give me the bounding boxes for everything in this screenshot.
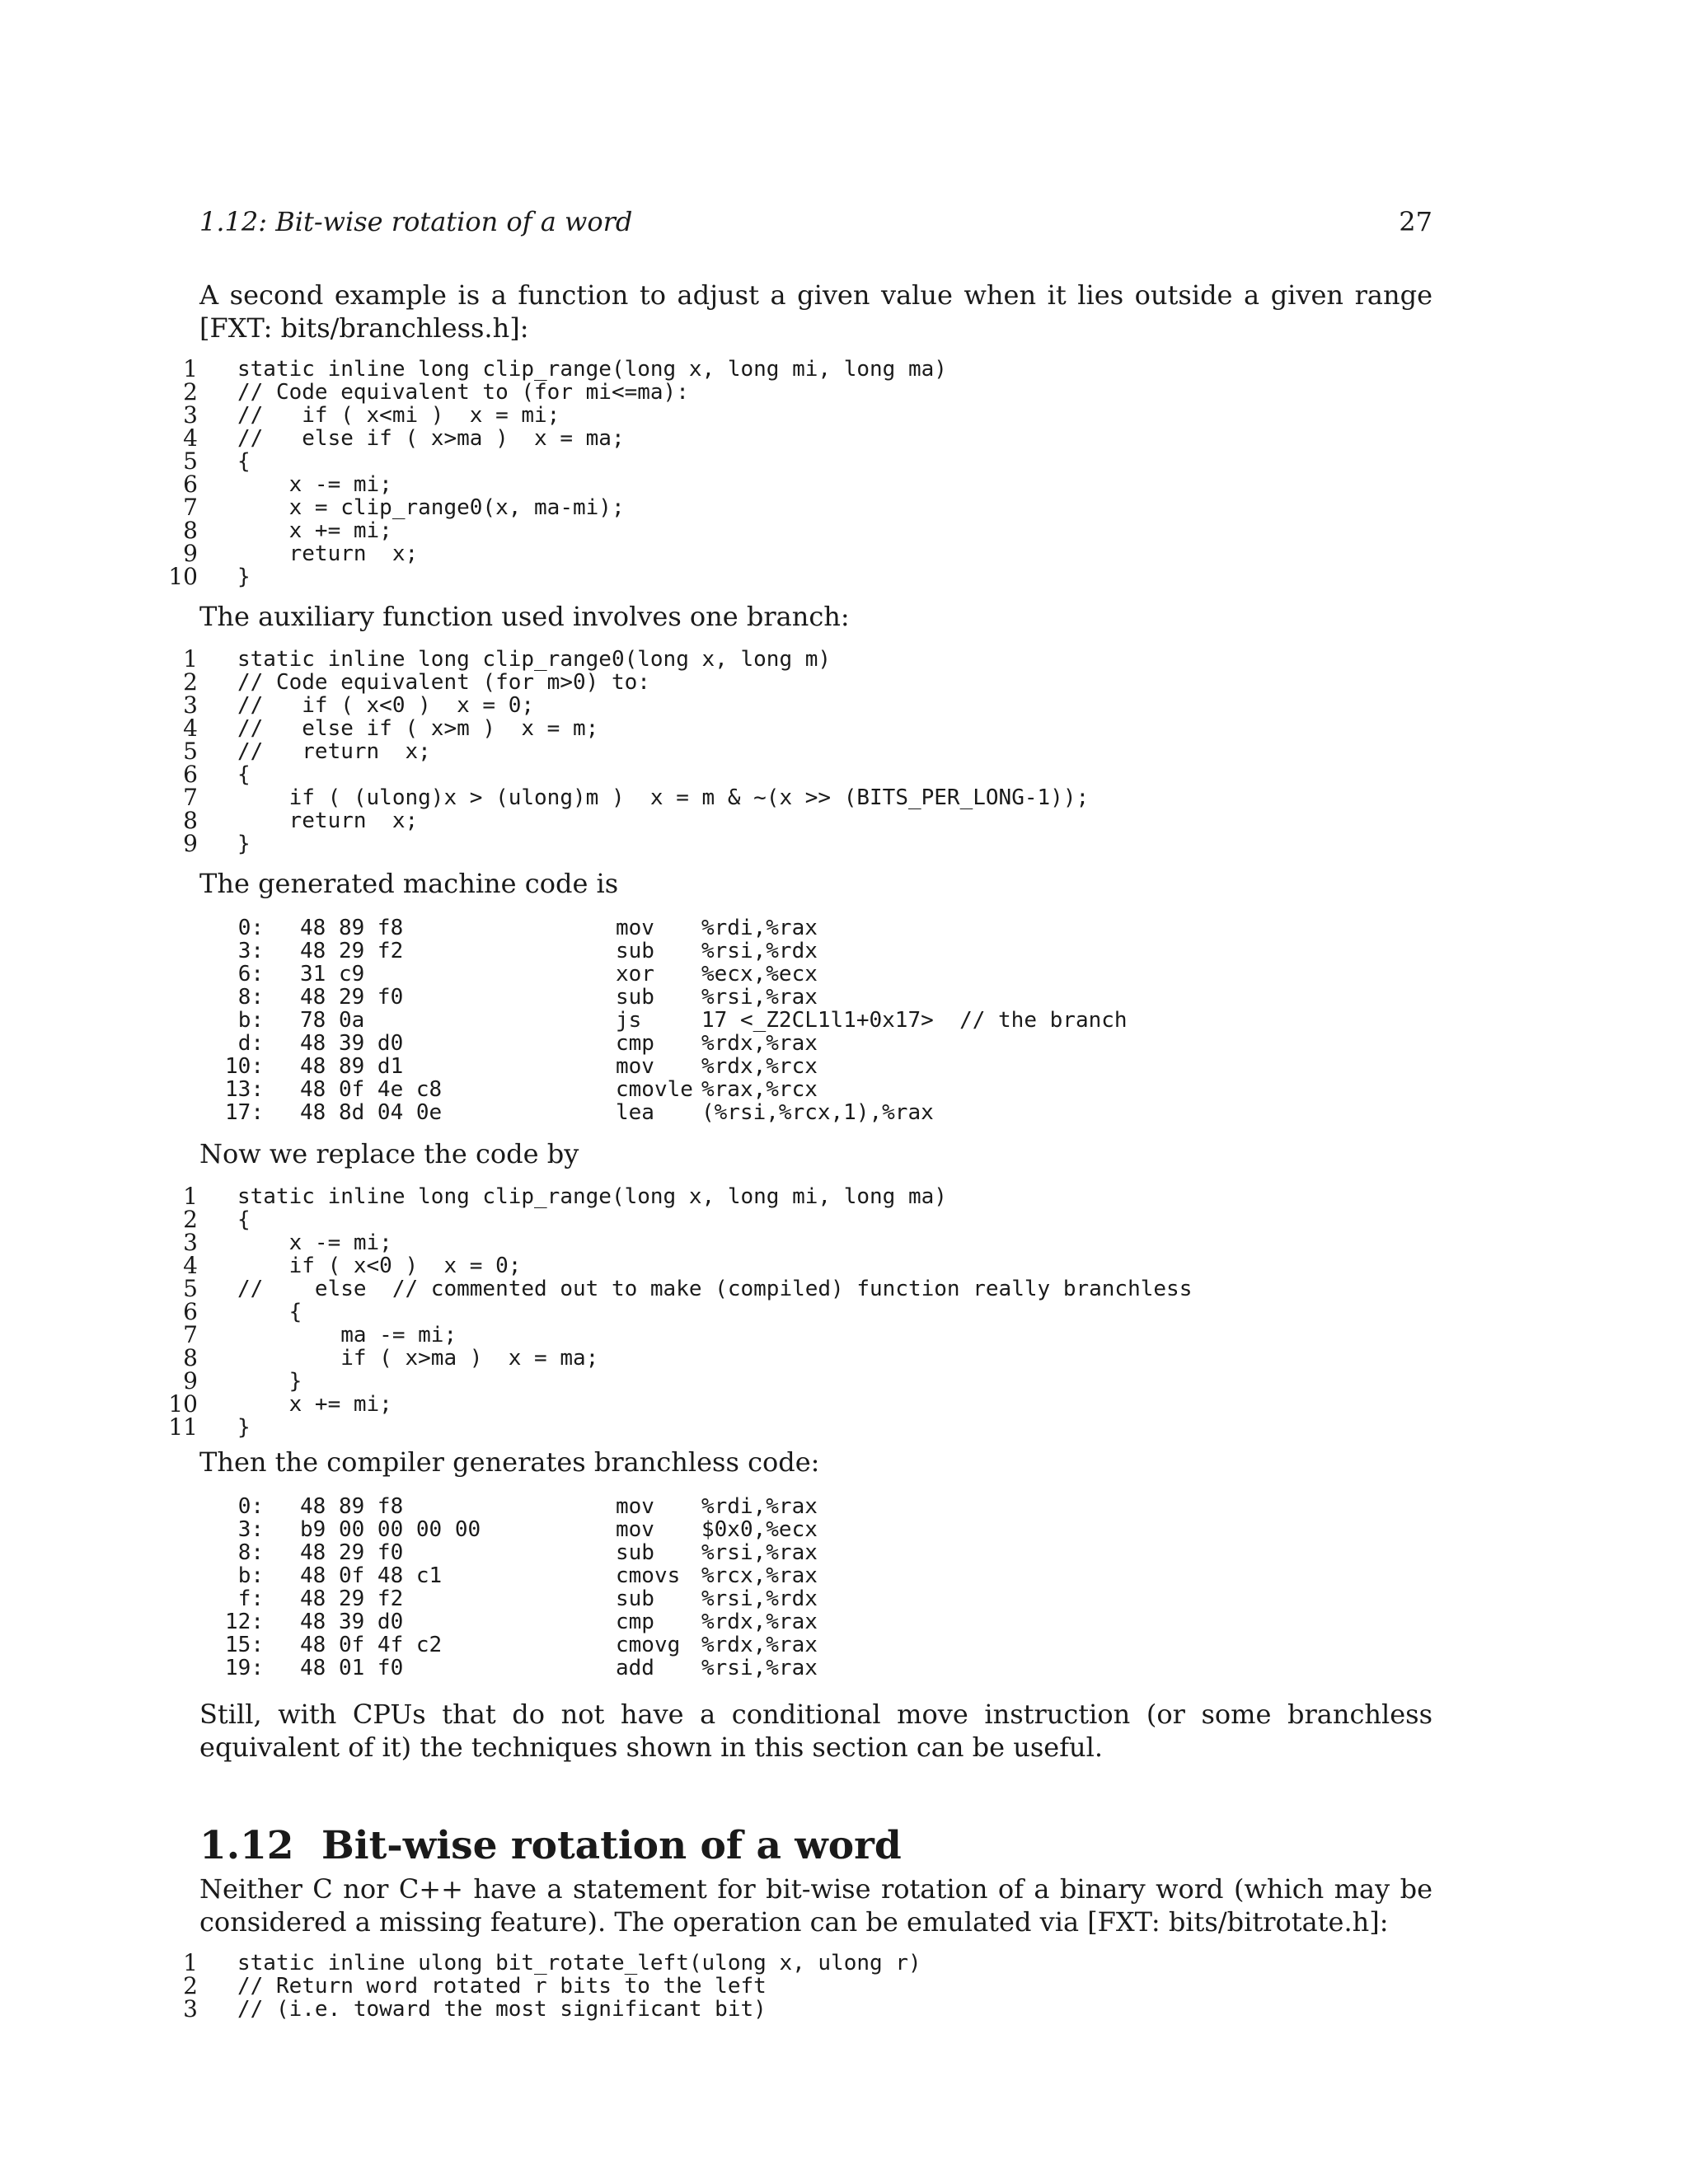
asm-line [214,1101,1286,1124]
code-line [165,355,1451,382]
asm-line [214,916,1286,940]
code-line [165,645,1451,673]
asm-bytes: 48 29 f2 [300,1586,404,1611]
line-number: 10 [168,563,198,590]
code-text: } [237,1415,251,1440]
code-text: x += mi; [237,1392,392,1417]
line-number: 9 [183,1367,198,1394]
code-text: // if ( x<mi ) x = mi; [237,403,560,428]
code-listing-clip-range-branchless [165,1185,1451,1439]
asm-address: 13: [225,1077,264,1102]
asm-bytes: 78 0a [300,1008,365,1033]
code-line [165,565,1451,588]
asm-listing-branch [214,916,1286,1124]
asm-mnemonic: sub [616,1586,654,1611]
asm-operands: %rsi,%rdx [701,939,818,963]
running-title: 1.12: Bit-wise rotation of a word [199,206,633,237]
asm-line [214,1633,1286,1657]
asm-operands: %rdi,%rax [701,916,818,940]
code-text: // if ( x<0 ) x = 0; [237,693,535,718]
line-number: 10 [168,1390,198,1418]
line-number: 3 [183,401,198,429]
asm-line [214,1518,1286,1541]
asm-mnemonic: cmovs [616,1563,681,1588]
line-number: 1 [183,645,198,673]
section-number: 1.12 [199,1823,294,1868]
asm-address: 3: [237,939,264,963]
line-number: 1 [183,1183,198,1210]
line-number: 3 [183,1995,198,2022]
line-number: 8 [183,807,198,834]
paragraph-intro: A second example is a function to adjust a given value when it lies outside a given range [FXT: bits/branchless.h]: [199,279,1432,344]
line-number: 2 [183,1972,198,1999]
asm-address: b: [237,1008,264,1033]
code-text: // else // commented out to make (compiled) function really branchless [237,1277,1193,1301]
code-line [165,378,1451,405]
asm-mnemonic: sub [616,1540,654,1565]
code-line [165,450,1451,473]
code-text: return x; [237,808,419,833]
code-line [165,1321,1451,1348]
asm-bytes: 48 89 d1 [300,1054,404,1079]
code-listing-clip-range [165,355,1451,590]
code-line [165,519,1451,542]
code-line [165,1995,1451,2022]
asm-operands: %rsi,%rdx [701,1586,818,1611]
asm-bytes: 48 8d 04 0e [300,1100,443,1125]
line-number: 11 [168,1413,198,1441]
code-line [165,424,1451,452]
code-text: x = clip_range0(x, ma-mi); [237,495,625,520]
asm-address: 8: [237,1540,264,1565]
line-number: 4 [183,1252,198,1279]
asm-mnemonic: cmovle [616,1077,693,1102]
asm-address: 0: [237,1494,264,1519]
asm-operands: %rdx,%rax [701,1031,818,1056]
asm-address: 10: [225,1054,264,1079]
asm-bytes: 48 89 f8 [300,1494,404,1519]
asm-mnemonic: lea [616,1100,654,1125]
code-text: // Code equivalent to (for mi<=ma): [237,380,689,405]
code-listing-bit-rotate-left [165,1949,1451,2022]
code-text: x -= mi; [237,472,392,497]
asm-operands: %rsi,%rax [701,985,818,1010]
code-line [165,786,1451,809]
asm-address: 3: [237,1517,264,1542]
code-text: { [237,1207,251,1232]
asm-operands: %rsi,%rax [701,1656,818,1680]
code-text: if ( x>ma ) x = ma; [237,1346,599,1371]
asm-line [214,1055,1286,1078]
asm-address: f: [237,1586,264,1611]
line-number: 8 [183,517,198,544]
code-line [165,1185,1451,1208]
asm-line [214,1541,1286,1564]
code-line [165,1949,1451,1976]
code-text: ma -= mi; [237,1323,457,1347]
paragraph-auxiliary: The auxiliary function used involves one branch: [199,601,850,632]
asm-address: 8: [237,985,264,1010]
asm-address: b: [237,1563,264,1588]
code-line [165,496,1451,519]
asm-address: d: [237,1031,264,1056]
paragraph-generated: The generated machine code is [199,868,619,899]
asm-bytes: 48 29 f2 [300,939,404,963]
asm-bytes: 48 0f 4f c2 [300,1633,443,1657]
code-text: // else if ( x>m ) x = m; [237,716,599,741]
code-listing-clip-range0 [165,645,1451,857]
line-number: 9 [183,830,198,857]
asm-operands: %rsi,%rax [701,1540,818,1565]
asm-address: 15: [225,1633,264,1657]
code-line [165,809,1451,832]
line-number: 5 [183,448,198,475]
code-text: { [237,1300,302,1324]
asm-operands: %rcx,%rax [701,1563,818,1588]
asm-operands: %rdx,%rax [701,1610,818,1634]
section-title: Bit-wise rotation of a word [321,1823,902,1868]
line-number: 7 [183,494,198,521]
asm-mnemonic: add [616,1656,654,1680]
code-text: // Code equivalent (for m>0) to: [237,670,650,695]
asm-address: 6: [237,962,264,987]
code-line [165,763,1451,786]
asm-line [214,1495,1286,1518]
asm-bytes: 48 39 d0 [300,1610,404,1634]
page-number: 27 [1399,206,1432,237]
line-number: 9 [183,540,198,567]
asm-bytes: 48 89 f8 [300,916,404,940]
asm-mnemonic: mov [616,916,654,940]
asm-listing-branchless [214,1495,1286,1680]
line-number: 2 [183,1206,198,1233]
asm-mnemonic: js [616,1008,642,1033]
asm-mnemonic: mov [616,1517,654,1542]
code-text: static inline long clip_range0(long x, long m) [237,647,832,672]
asm-line [214,1032,1286,1055]
asm-bytes: 48 29 f0 [300,985,404,1010]
asm-mnemonic: sub [616,939,654,963]
line-number: 7 [183,784,198,811]
code-line [165,717,1451,740]
asm-bytes: 48 39 d0 [300,1031,404,1056]
code-line [165,1413,1451,1441]
asm-address: 19: [225,1656,264,1680]
code-line [165,832,1451,855]
line-number: 5 [183,1275,198,1302]
code-text: // (i.e. toward the most significant bit) [237,1997,767,2022]
code-line [165,542,1451,565]
code-text: { [237,762,251,787]
code-line [165,1231,1451,1254]
asm-operands: (%rsi,%rcx,1),%rax [701,1100,934,1125]
line-number: 2 [183,378,198,405]
code-line [165,1972,1451,1999]
asm-line [214,1564,1286,1587]
code-text: } [237,565,251,589]
section-heading [199,1821,902,1871]
paragraph-neither: Neither C nor C++ have a statement for bit-wise rotation of a binary word (which may be considered a missing feature). The operation can be emulated via [FXT: bits/bitrotate.h]: [199,1873,1432,1938]
line-number: 2 [183,668,198,696]
asm-line [214,986,1286,1009]
asm-mnemonic: sub [616,985,654,1010]
line-number: 5 [183,738,198,765]
asm-bytes: b9 00 00 00 00 [300,1517,481,1542]
code-text: } [237,1369,302,1394]
line-number: 6 [183,471,198,498]
line-number: 4 [183,715,198,742]
asm-line [214,963,1286,986]
asm-mnemonic: mov [616,1054,654,1079]
code-text: if ( x<0 ) x = 0; [237,1254,522,1278]
running-header [199,201,1432,242]
line-number: 6 [183,761,198,788]
code-line [165,401,1451,429]
code-text: x -= mi; [237,1230,392,1255]
line-number: 1 [183,1949,198,1976]
code-line [165,1367,1451,1394]
code-text: // return x; [237,739,431,764]
asm-mnemonic: cmp [616,1031,654,1056]
asm-line [214,1078,1286,1101]
line-number: 7 [183,1321,198,1348]
asm-mnemonic: xor [616,962,654,987]
code-line [165,1208,1451,1231]
code-line [165,1344,1451,1371]
asm-line [214,1587,1286,1610]
asm-line [214,1610,1286,1633]
code-line [165,473,1451,496]
asm-line [214,1009,1286,1032]
asm-address: 17: [225,1100,264,1125]
code-text: x += mi; [237,518,392,543]
code-text: // Return word rotated r bits to the left [237,1974,767,1999]
code-line [165,668,1451,696]
code-text: static inline ulong bit_rotate_left(ulong x, ulong r) [237,1951,921,1975]
code-text: if ( (ulong)x > (ulong)m ) x = m & ~(x >> (BITS_PER_LONG-1)); [237,785,1090,810]
asm-operands: $0x0,%ecx [701,1517,818,1542]
paragraph-then: Then the compiler generates branchless code: [199,1446,820,1478]
asm-operands: %ecx,%ecx [701,962,818,987]
code-line [165,1390,1451,1418]
asm-mnemonic: cmp [616,1610,654,1634]
code-text: // else if ( x>ma ) x = ma; [237,426,625,451]
code-line [165,1254,1451,1277]
line-number: 3 [183,1229,198,1256]
asm-mnemonic: cmovg [616,1633,681,1657]
code-text: return x; [237,541,419,566]
asm-bytes: 48 0f 4e c8 [300,1077,443,1102]
asm-bytes: 48 29 f0 [300,1540,404,1565]
code-line [165,691,1451,719]
code-text: } [237,832,251,856]
line-number: 3 [183,691,198,719]
code-text: { [237,449,251,474]
asm-operands: %rdx,%rcx [701,1054,818,1079]
code-text: static inline long clip_range(long x, long mi, long ma) [237,1184,947,1209]
code-line [165,1298,1451,1325]
line-number: 8 [183,1344,198,1371]
line-number: 4 [183,424,198,452]
code-line [165,740,1451,763]
paragraph-replace: Now we replace the code by [199,1138,579,1169]
code-text: static inline long clip_range(long x, long mi, long ma) [237,357,947,382]
asm-bytes: 48 0f 48 c1 [300,1563,443,1588]
asm-address: 0: [237,916,264,940]
code-line [165,1277,1451,1301]
asm-address: 12: [225,1610,264,1634]
asm-operands: %rax,%rcx [701,1077,818,1102]
line-number: 1 [183,355,198,382]
asm-line [214,940,1286,963]
asm-operands: %rdi,%rax [701,1494,818,1519]
asm-bytes: 48 01 f0 [300,1656,404,1680]
line-number: 6 [183,1298,198,1325]
asm-bytes: 31 c9 [300,962,365,987]
asm-mnemonic: mov [616,1494,654,1519]
asm-operands: 17 <_Z2CL1l1+0x17> // the branch [701,1008,1128,1033]
asm-line [214,1657,1286,1680]
paragraph-still: Still, with CPUs that do not have a conditional move instruction (or some branchless equivalent of it) the techniques shown in this section can be useful. [199,1699,1432,1763]
asm-operands: %rdx,%rax [701,1633,818,1657]
